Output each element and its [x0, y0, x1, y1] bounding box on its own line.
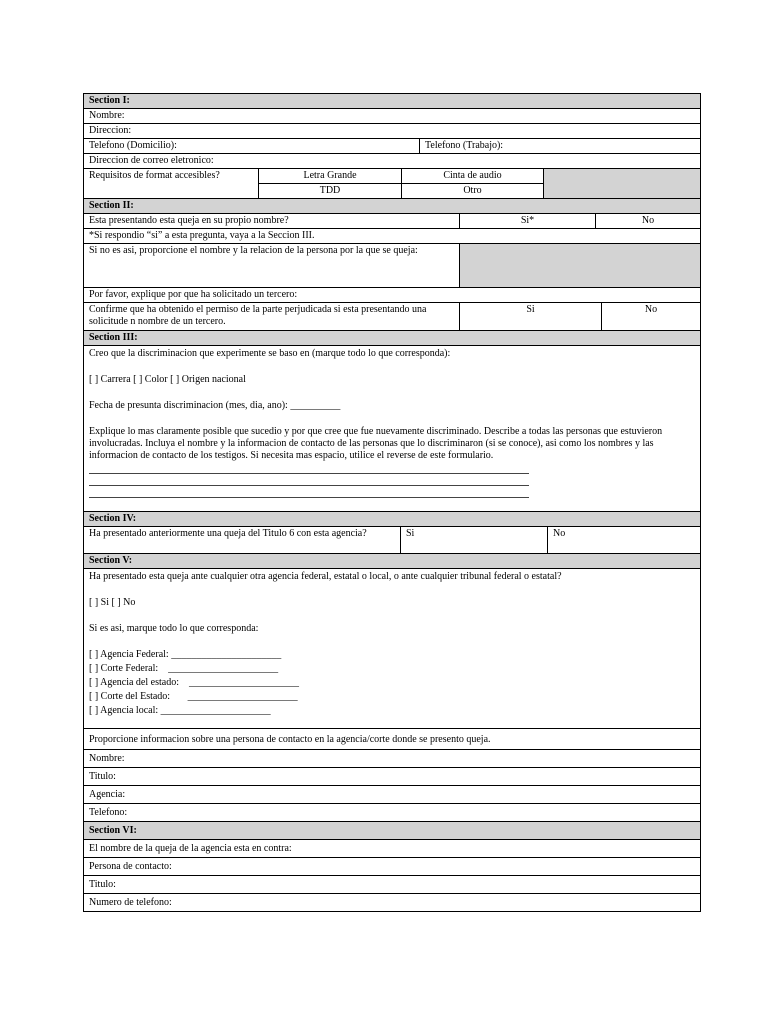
corte-estado-item[interactable]: [ ] Corte del Estado: ______________________	[89, 691, 298, 702]
correo-field[interactable]: Direccion de correo eletronico:	[89, 155, 214, 166]
titulo-6-si-option[interactable]: Si	[400, 527, 547, 553]
section-2-header: Section II:	[84, 199, 700, 214]
otro-option[interactable]: Otro	[401, 184, 543, 198]
telefono-domicilio-field[interactable]: Telefono (Domicilio):	[89, 140, 177, 151]
agencia-contra-field[interactable]: El nombre de la queja de la agencia esta en contra:	[89, 843, 292, 854]
agencia-federal-item[interactable]: [ ] Agencia Federal: ______________________	[89, 649, 282, 660]
cinta-audio-option[interactable]: Cinta de audio	[401, 169, 543, 183]
section-3-body	[84, 346, 700, 511]
section-5-header: Section V:	[84, 554, 700, 569]
section-1-header: Section I:	[84, 94, 700, 109]
section-3-header: Section III:	[84, 331, 700, 346]
permiso-no-option[interactable]: No	[601, 303, 700, 330]
titulo-6-question: Ha presentado anteriormente una queja del Titulo 6 con esta agencia?	[89, 528, 367, 539]
answer-line[interactable]	[89, 485, 529, 486]
letra-grande-option[interactable]: Letra Grande	[303, 170, 357, 181]
titulo-6-no-option[interactable]: No	[547, 527, 700, 553]
section-5-body	[84, 569, 700, 728]
discriminacion-intro: Creo que la discriminacion que experimente se baso en (marque todo lo que corresponda):	[89, 348, 451, 359]
explique-text: Explique lo mas claramente posible que sucedio y por que cree que fue nuevamente discriminado. Describe a todas las personas que estuvieron involucradas. Incluya el nombre y la informacion de contacto de las personas que lo discriminaron (si se conoce), asi como los nombres y las informacion de contacto de los testigos. Si necesita mas espacio, utilice el reverse de este formulario.	[89, 426, 663, 461]
contacto-instructions: Proporcione informacion sobre una persona de contacto en la agencia/corte donde se presento queja.	[89, 734, 491, 745]
contacto-telefono-field[interactable]: Telefono:	[89, 807, 128, 818]
tercero-explique-field[interactable]: Por favor, explique por que ha solicitado un tercero:	[89, 289, 298, 300]
otra-agencia-question: Ha presentado esta queja ante cualquier otra agencia federal, estatal o local, o ante cualquier tribunal federal o estatal?	[89, 571, 562, 582]
nombre-field[interactable]: Nombre:	[89, 110, 125, 121]
contacto-nombre-field[interactable]: Nombre:	[89, 753, 125, 764]
contacto-agencia-field[interactable]: Agencia:	[89, 789, 126, 800]
corte-federal-item[interactable]: [ ] Corte Federal: ______________________	[89, 663, 279, 674]
shaded-cell	[459, 244, 700, 287]
si-star-option[interactable]: Si*	[459, 214, 595, 228]
tdd-option[interactable]: TDD	[319, 185, 341, 196]
si-no-options[interactable]: [ ] Si [ ] No	[89, 597, 136, 608]
direccion-field[interactable]: Direccion:	[89, 125, 132, 136]
permiso-si-option[interactable]: Si	[459, 303, 601, 330]
complaint-form	[83, 93, 701, 912]
agencia-estado-item[interactable]: [ ] Agencia del estado: ______________________	[89, 677, 299, 688]
propio-nombre-question: Esta presentando esta queja en su propio nombre?	[89, 215, 289, 226]
no-option[interactable]: No	[595, 214, 700, 228]
requisitos-label: Requisitos de format accesibles?	[89, 170, 220, 181]
section-4-header: Section IV:	[84, 512, 700, 527]
answer-line[interactable]	[89, 473, 529, 474]
tercero-nombre-question[interactable]: Si no es asi, proporcione el nombre y la relacion de la persona por la que se queja:	[89, 245, 418, 256]
shaded-cell	[543, 169, 700, 198]
persona-contacto-field[interactable]: Persona de contacto:	[89, 861, 172, 872]
section-6-header: Section VI:	[84, 822, 700, 840]
numero-telefono-field[interactable]: Numero de telefono:	[89, 897, 172, 908]
contacto-titulo-field[interactable]: Titulo:	[89, 771, 116, 782]
discriminacion-options[interactable]: [ ] Carrera [ ] Color [ ] Origen nacional	[89, 374, 246, 385]
answer-line[interactable]	[89, 497, 529, 498]
marque-text: Si es asi, marque todo lo que corresponda:	[89, 623, 259, 634]
agencia-local-item[interactable]: [ ] Agencia local: ______________________	[89, 705, 271, 716]
titulo-field[interactable]: Titulo:	[89, 879, 116, 890]
telefono-trabajo-field[interactable]: Telefono (Trabajo):	[419, 139, 700, 153]
seccion-iii-note: *Si respondio “si” a esta pregunta, vaya a la Seccion III.	[89, 230, 315, 241]
permiso-question: Confirme que ha obtenido el permiso de la parte perjudicada si esta presentando una solicitude n nombre de un tercero.	[89, 304, 427, 327]
fecha-field[interactable]: Fecha de presunta discriminacion (mes, dia, ano): __________	[89, 400, 341, 411]
